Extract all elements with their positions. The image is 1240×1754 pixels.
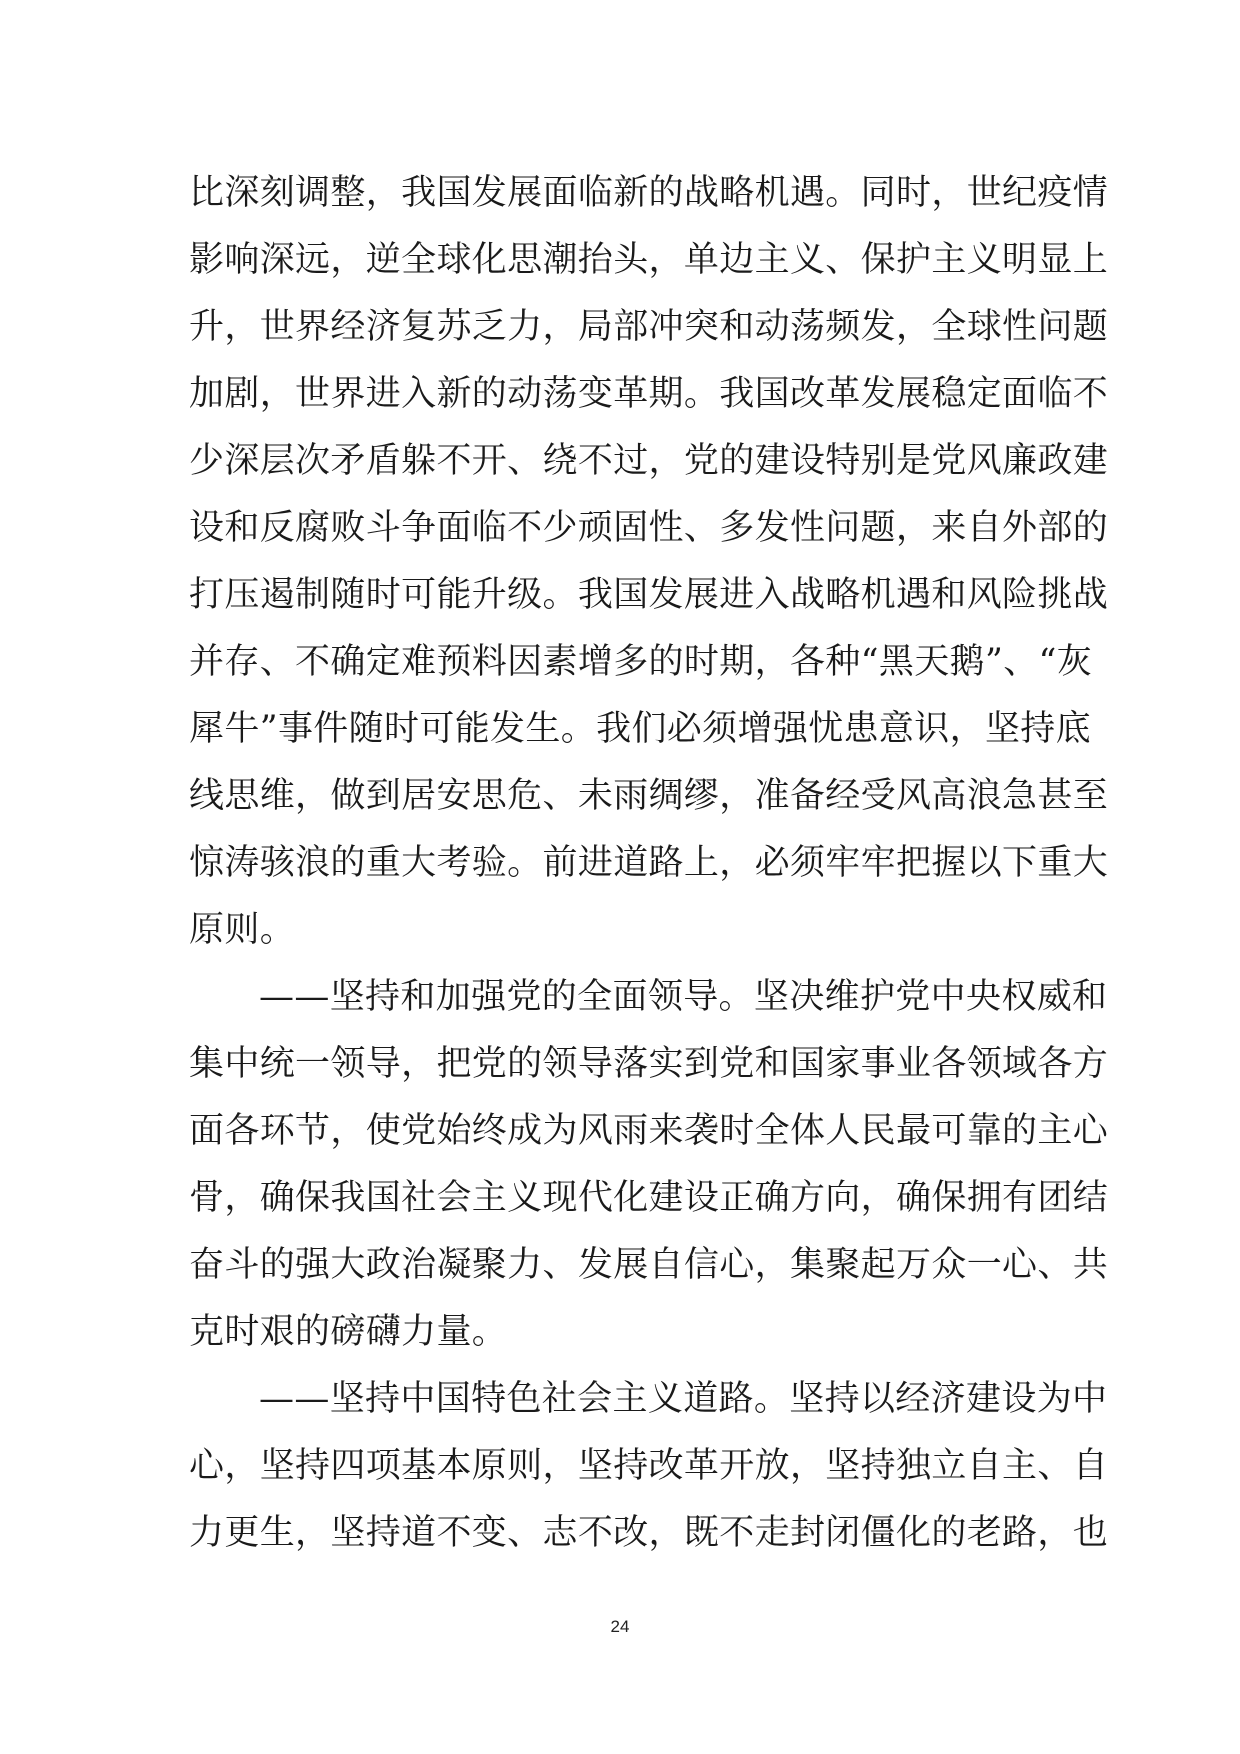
- text-line: 并存、不确定难预料因素增多的时期，各种“黑天鹅”、“灰: [189, 642, 1093, 682]
- text-line: 心，坚持四项基本原则，坚持改革开放，坚持独立自主、自: [189, 1446, 1109, 1486]
- text-line: 设和反腐败斗争面临不少顽固性、多发性问题，来自外部的: [189, 508, 1109, 548]
- text-line: 升，世界经济复苏乏力，局部冲突和动荡频发，全球性问题: [189, 307, 1109, 347]
- page-number: 24: [610, 1617, 630, 1636]
- document-body: [189, 160, 1109, 1567]
- text-line: 克时艰的磅礴力量。: [189, 1312, 508, 1352]
- text-line: 奋斗的强大政治凝聚力、发展自信心，集聚起万众一心、共: [189, 1245, 1109, 1285]
- text-line: 面各环节，使党始终成为风雨来袭时全体人民最可靠的主心: [189, 1111, 1109, 1151]
- text-line: 线思维，做到居安思危、未雨绸缪，准备经受风高浪急甚至: [189, 776, 1109, 816]
- text-line: 犀牛”事件随时可能发生。我们必须增强忧患意识，坚持底: [189, 709, 1091, 749]
- text-line: 惊涛骇浪的重大考验。前进道路上，必须牢牢把握以下重大: [189, 843, 1109, 883]
- text-line: 骨，确保我国社会主义现代化建设正确方向，确保拥有团结: [189, 1178, 1109, 1218]
- text-line: 原则。: [189, 910, 296, 950]
- section-heading-line: ——坚持中国特色社会主义道路。坚持以经济建设为中: [259, 1379, 1108, 1419]
- text-line: 打压遏制随时可能升级。我国发展进入战略机遇和风险挑战: [189, 575, 1109, 615]
- text-line: 集中统一领导，把党的领导落实到党和国家事业各领域各方: [189, 1044, 1109, 1084]
- text-line: 少深层次矛盾躲不开、绕不过，党的建设特别是党风廉政建: [189, 441, 1109, 481]
- text-line: 力更生，坚持道不变、志不改，既不走封闭僵化的老路，也: [189, 1513, 1109, 1553]
- text-line: 比深刻调整，我国发展面临新的战略机遇。同时，世纪疫情: [189, 173, 1109, 213]
- text-line: 影响深远，逆全球化思潮抬头，单边主义、保护主义明显上: [189, 240, 1109, 280]
- text-line: 加剧，世界进入新的动荡变革期。我国改革发展稳定面临不: [189, 374, 1109, 414]
- section-heading-line: ——坚持和加强党的全面领导。坚决维护党中央权威和: [259, 977, 1108, 1017]
